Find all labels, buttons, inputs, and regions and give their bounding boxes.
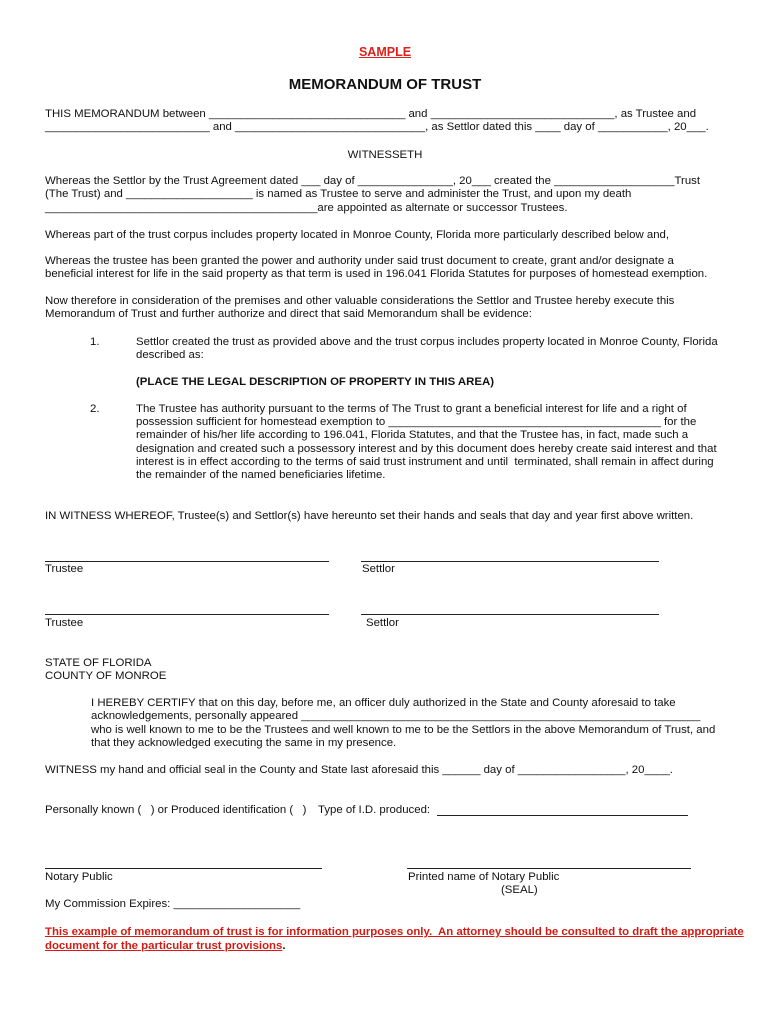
whereas1-line-3: ___________________________________________are appointed as alternate or successor Trustees. [45,202,568,214]
personally-known-line: Personally known ( ) or Produced identification ( ) [45,804,307,816]
settlor-1-label: Settlor [362,563,395,575]
intro-line-2: __________________________ and ______________________________, as Settlor dated this ____ day of ___________, 20___. [45,121,709,133]
state-line: STATE OF FLORIDA [45,657,152,669]
item-2-number: 2. [90,403,100,415]
notary-signature-line[interactable] [45,868,322,869]
notary-public-label: Notary Public [45,871,113,883]
certify-line-3: who is well known to me to be the Trustees and well known to me to be the Settlors in the above Memorandum of Trust, and [91,724,716,736]
item-2-line-4: designation and created such a possessory interest and by this document does hereby create said interest and that [136,443,717,455]
now-therefore-line-1: Now therefore in consideration of the premises and other valuable considerations the Settlor and Trustee hereby execute this [45,295,675,307]
whereas1-line-2: (The Trust) and ____________________ is named as Trustee to serve and administer the Trust, and upon my death [45,188,632,200]
certify-line-2: acknowledgements, personally appeared _______________________________________________________________ [91,710,701,722]
type-id-label: Type of I.D. produced: [318,804,431,816]
county-line: COUNTY OF MONROE [45,670,167,682]
disclaimer-period: . [282,940,286,952]
sample-heading: SAMPLE [358,45,412,59]
item-1-line-2: described as: [136,349,204,361]
now-therefore-line-2: Memorandum of Trust and further authorize and direct that said Memorandum shall be evidence: [45,308,532,320]
item-2-line-2: possession sufficient for homestead exemption to ___________________________________________ for the [136,416,697,428]
disclaimer-line-2-text: document for the particular trust provisions [45,940,283,952]
type-id-field-line[interactable] [437,815,688,816]
settlor-2-label: Settlor [366,617,399,629]
witness-hand-line: WITNESS my hand and official seal in the County and State last aforesaid this ______ day of _________________, 20____. [45,764,673,776]
item-2-line-3: remainder of his/her life according to 196.041, Florida Statutes, and that the Trustee has, in fact, made such a [136,429,689,441]
trustee-1-signature-line[interactable] [45,561,329,562]
whereas3-line-1: Whereas the trustee has been granted the power and authority under said trust document to create, grant and/or designate a [45,255,674,267]
document-title: MEMORANDUM OF TRUST [288,76,482,93]
whereas1-line-1: Whereas the Settlor by the Trust Agreement dated ___ day of _______________, 20___ created the ___________________Trust [45,175,701,187]
item-1-line-1: Settlor created the trust as provided above and the trust corpus includes property located in Monroe County, Florida [136,336,718,348]
commission-expires-line: My Commission Expires: ____________________ [45,898,301,910]
witnesseth-heading: WITNESSETH [347,149,423,161]
trustee-2-signature-line[interactable] [45,614,329,615]
intro-line-1: THIS MEMORANDUM between _______________________________ and _____________________________, as Trustee and [45,108,697,120]
item-1-number: 1. [90,336,100,348]
disclaimer-line-1: This example of memorandum of trust is for information purposes only. An attorney should be consulted to draft the appropriate [45,926,744,938]
notary-printed-name-label: Printed name of Notary Public [408,871,560,883]
settlor-2-signature-line[interactable] [361,614,659,615]
item-2-line-6: the remainder of the named beneficiaries lifetime. [136,469,386,481]
item-2-line-1: The Trustee has authority pursuant to the terms of The Trust to grant a beneficial interest for life and a right of [136,403,687,415]
legal-description-note: (PLACE THE LEGAL DESCRIPTION OF PROPERTY IN THIS AREA) [136,376,494,388]
trustee-1-label: Trustee [45,563,84,575]
trustee-2-label: Trustee [45,617,84,629]
certify-line-1: I HEREBY CERTIFY that on this day, before me, an officer duly authorized in the State and County aforesaid to take [91,697,676,709]
item-2-line-5: interest is in effect according to the terms of said trust instrument and until terminated, shall remain in affect during [136,456,714,468]
certify-line-4: that they acknowledged executing the same in my presence. [91,737,397,749]
disclaimer-line-2 [45,940,286,954]
settlor-1-signature-line[interactable] [361,561,659,562]
seal-label: (SEAL) [501,884,538,896]
whereas2-line: Whereas part of the trust corpus includes property located in Monroe County, Florida more particularly described below and, [45,229,670,241]
witness-whereof-line: IN WITNESS WHEREOF, Trustee(s) and Settlor(s) have hereunto set their hands and seals that day and year first above written. [45,510,694,522]
notary-printed-name-line[interactable] [407,868,691,869]
whereas3-line-2: beneficial interest for life in the said property as that term is used in 196.041 Florida Statutes for purposes of homestead exemption. [45,268,708,280]
